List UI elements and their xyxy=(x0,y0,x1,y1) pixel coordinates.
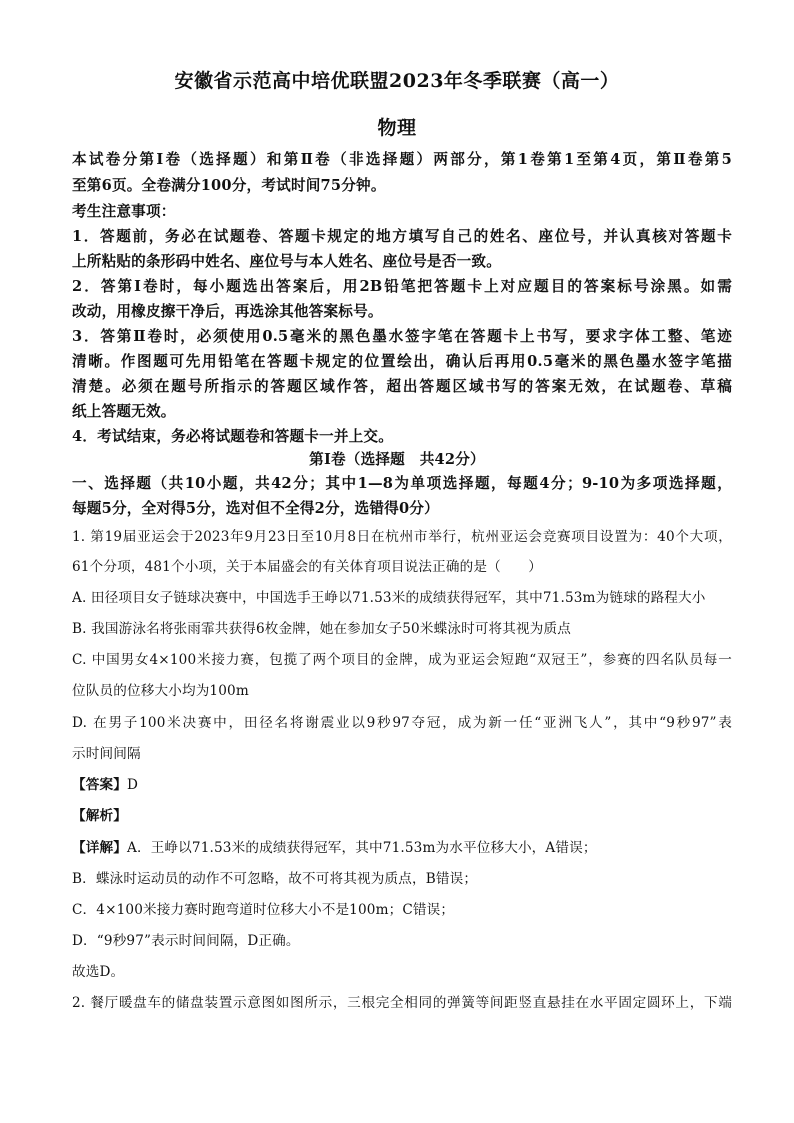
question-1-stem-line-2: 61个分项，481个小项，关于本届盛会的有关体育项目说法正确的是（ ） xyxy=(72,559,543,575)
notice-3-line-2: 清晰。作图题可先用铅笔在答题卡规定的位置绘出，确认后再用0.5毫米的黑色墨水签字笔描 xyxy=(72,353,732,370)
question-1-stem-line-1: 1. 第19届亚运会于2023年9月23日至10月8日在杭州市举行，杭州亚运会竞赛项目设置为：40个大项， xyxy=(72,529,732,545)
question-1-detail-a xyxy=(72,836,732,856)
analysis-label: 【解析】 xyxy=(72,808,127,824)
exam-title: 安徽省示范高中培优联盟2023年冬季联赛（高一） xyxy=(174,70,620,92)
notice-3-line-3: 清楚。必须在题号所指示的答题区域作答，超出答题区域书写的答案无效，在试题卷、草稿 xyxy=(72,378,732,395)
section-1-instructions-line-2: 每题5分，全对得5分，选对但不全得2分，选错得0分） xyxy=(72,500,439,517)
question-1-option-b: B. 我国游泳名将张雨霏共获得6枚金牌，她在参加女子50米蝶泳时可将其视为质点 xyxy=(72,621,572,637)
intro-line-1: 本试卷分第Ⅰ卷（选择题）和第Ⅱ卷（非选择题）两部分，第1卷第1至第4页，第Ⅱ卷第5 xyxy=(72,151,732,168)
question-1-option-d-line-2: 示时间间隔 xyxy=(72,746,141,762)
question-1-option-d-line-1: D. 在男子100米决赛中，田径名将谢震业以9秒97夺冠，成为新一任“亚洲飞人”，其中“9秒97”表 xyxy=(72,715,732,731)
notice-heading: 考生注意事项： xyxy=(72,203,176,220)
answer-value: D xyxy=(126,777,139,793)
subject-title: 物理 xyxy=(377,117,417,139)
detail-label: 【详解】 xyxy=(72,840,127,856)
question-1-analysis-label xyxy=(72,804,732,824)
intro-line-2: 至第6页。全卷满分100分，考试时间75分钟。 xyxy=(72,177,386,194)
question-1-detail-d: D．“9秒97”表示时间间隔，D正确。 xyxy=(72,933,300,949)
detail-a-text: A．王峥以71.53米的成绩获得冠军，其中71.53m为水平位移大小，A错误； xyxy=(126,840,597,856)
question-1-option-c-line-2: 位队员的位移大小均为100m xyxy=(72,683,249,699)
notice-4: 4．考试结束，务必将试题卷和答题卡一并上交。 xyxy=(72,428,394,445)
notice-1-line-1: 1．答题前，务必在试题卷、答题卡规定的地方填写自己的姓名、座位号，并认真核对答题卡 xyxy=(72,228,732,245)
question-1-option-a: A. 田径项目女子链球决赛中，中国选手王峥以71.53米的成绩获得冠军，其中71.53m为链球的路程大小 xyxy=(72,590,706,606)
question-1-option-c-line-1: C. 中国男女4×100米接力赛，包揽了两个项目的金牌，成为亚运会短跑“双冠王”，参赛的四名队员每一 xyxy=(72,652,732,668)
question-1-conclusion: 故选D。 xyxy=(72,964,125,980)
notice-3-line-4: 纸上答题无效。 xyxy=(72,403,176,420)
question-1-detail-c: C．4×100米接力赛时跑弯道时位移大小不是100m；C错误； xyxy=(72,902,455,918)
question-1-detail-b: B．蝶泳时运动员的动作不可忽略，故不可将其视为质点，B错误； xyxy=(72,871,478,887)
section-1-heading: 第Ⅰ卷（选择题 共42分） xyxy=(309,451,485,468)
notice-2-line-1: 2．答第Ⅰ卷时，每小题选出答案后，用2B铅笔把答题卡上对应题目的答案标号涂黑。如需 xyxy=(72,278,732,295)
question-1-answer xyxy=(72,773,732,793)
answer-label: 【答案】 xyxy=(72,777,127,793)
section-1-instructions-line-1: 一、选择题（共10小题，共42分；其中1—8为单项选择题，每题4分；9-10为多项选择题， xyxy=(72,475,732,492)
notice-2-line-2: 改动，用橡皮擦干净后，再选涂其他答案标号。 xyxy=(72,303,383,320)
question-2-stem-line-1: 2. 餐厅暖盘车的储盘装置示意图如图所示，三根完全相同的弹簧等间距竖直悬挂在水平固定圆环上，下端 xyxy=(72,995,732,1011)
notice-1-line-2: 上所粘贴的条形码中姓名、座位号与本人姓名、座位号是否一致。 xyxy=(72,253,502,270)
notice-3-line-1: 3．答第Ⅱ卷时，必须使用0.5毫米的黑色墨水签字笔在答题卡上书写，要求字体工整、笔迹 xyxy=(72,328,732,345)
